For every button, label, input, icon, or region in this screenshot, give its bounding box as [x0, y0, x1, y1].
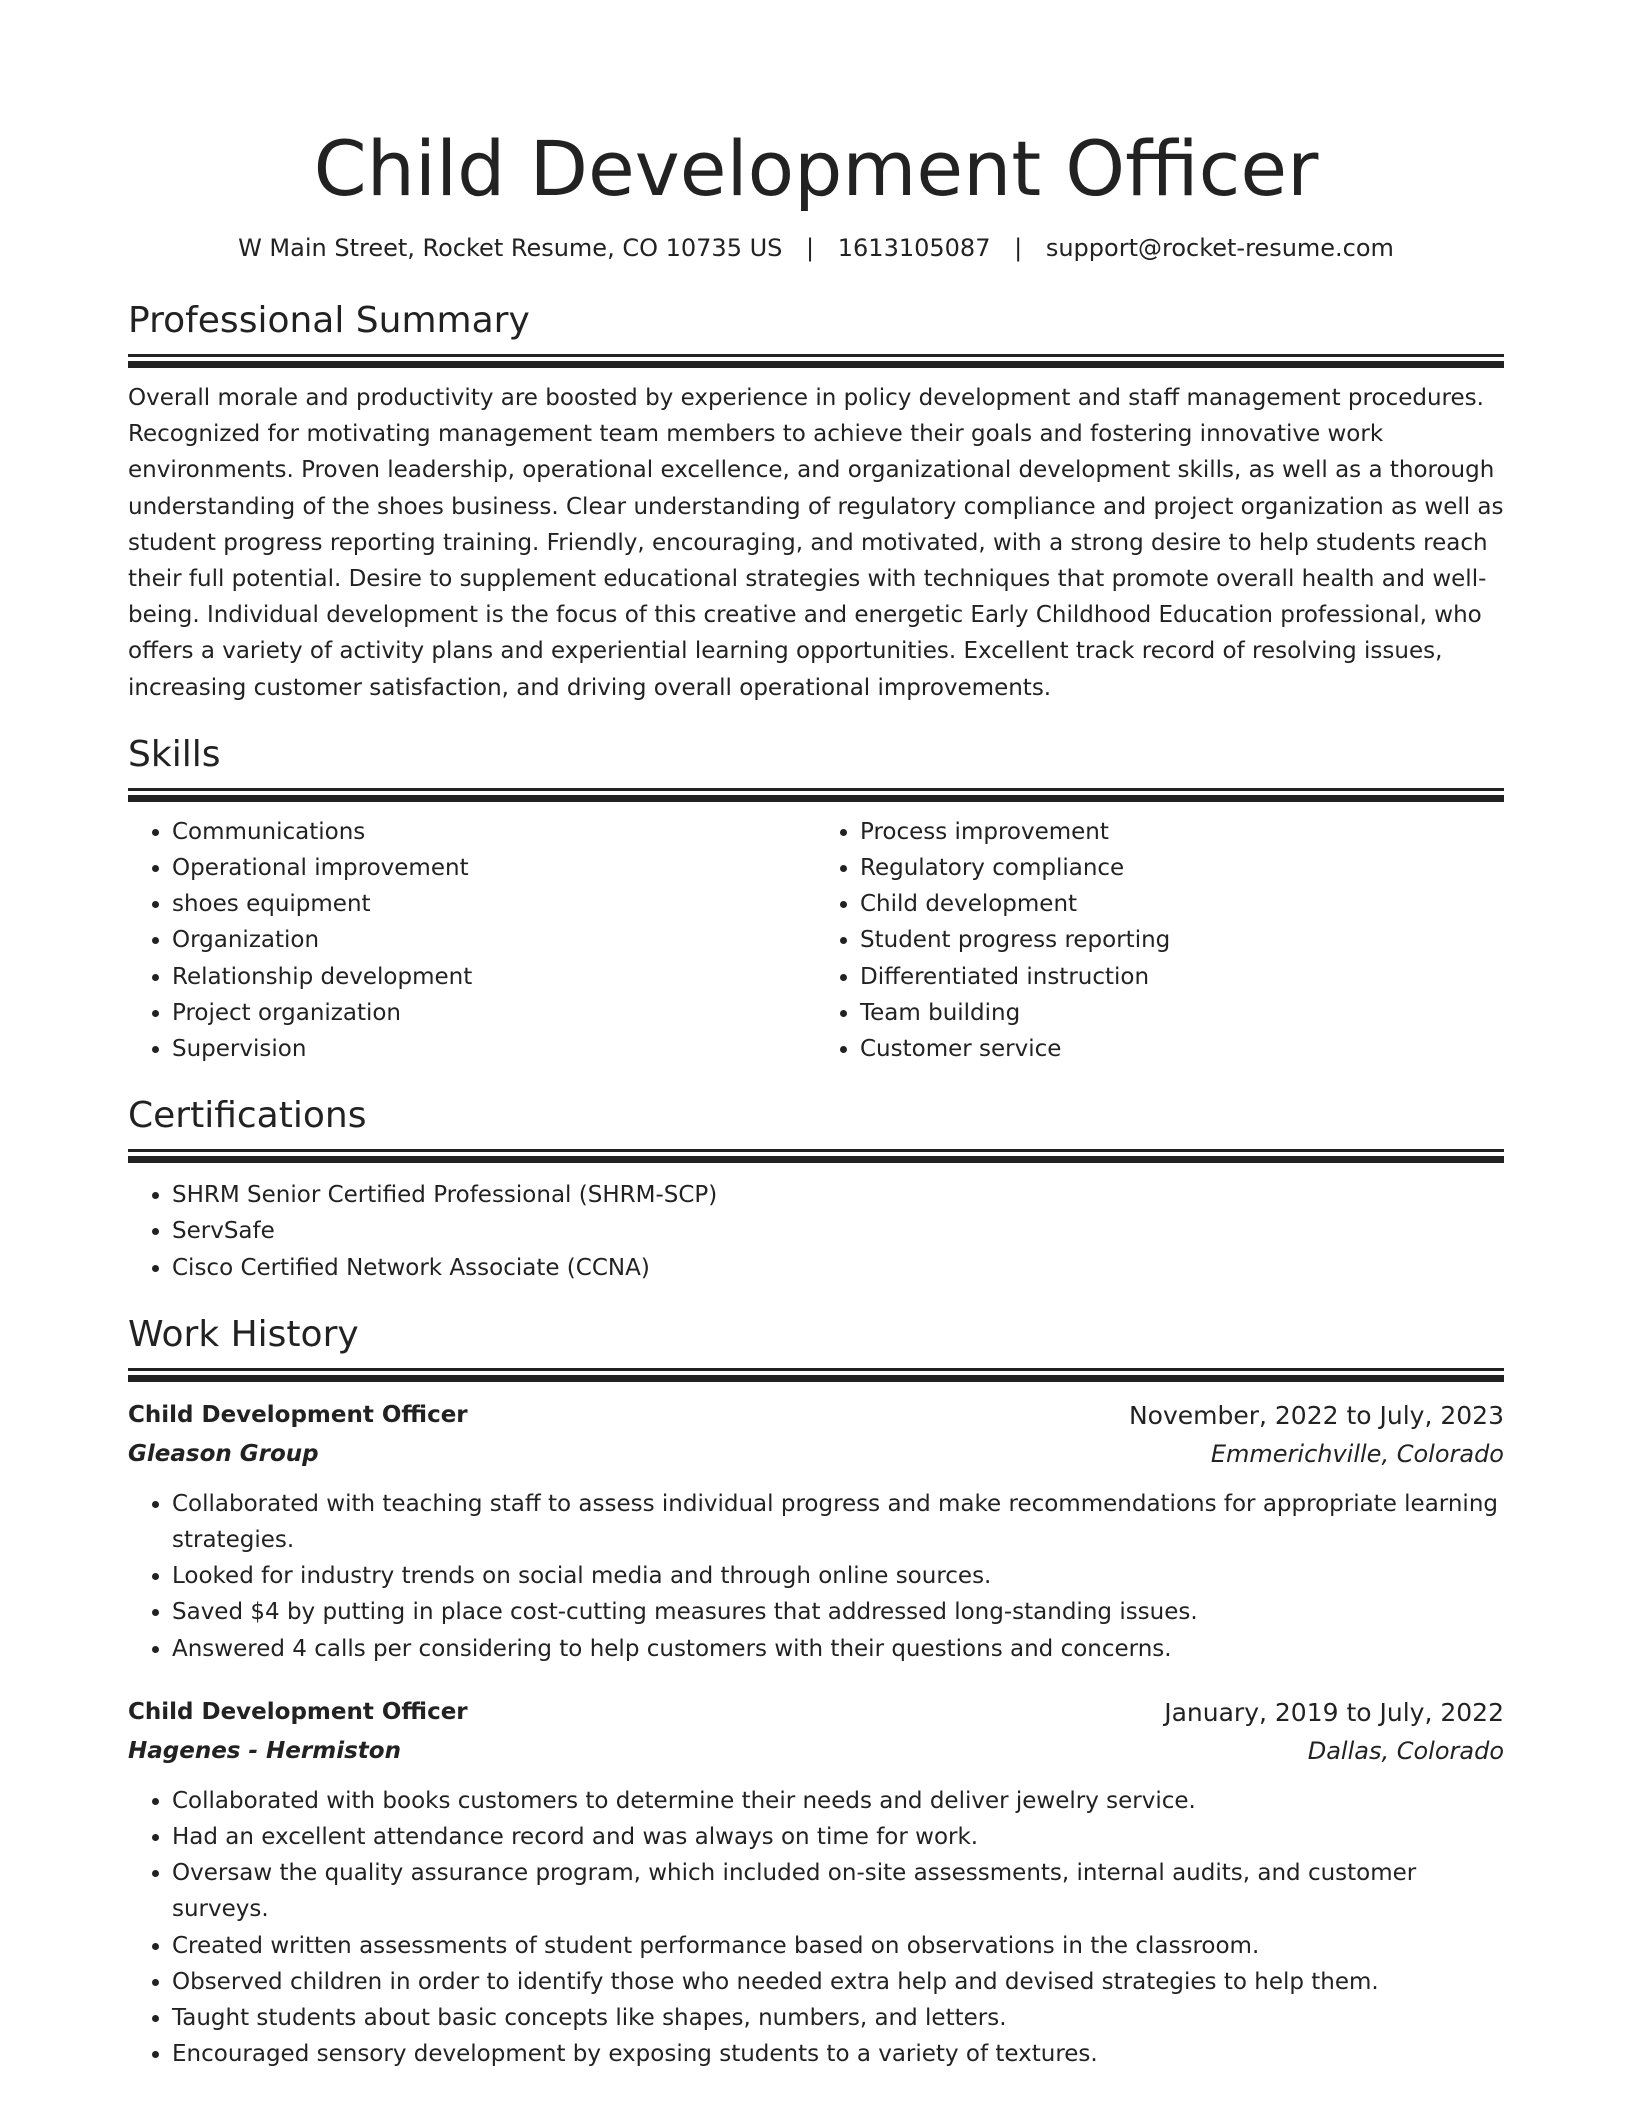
skill-item: • shoes equipment — [172, 886, 816, 922]
job-subheader — [128, 1435, 1504, 1474]
contact-separator: | — [1014, 234, 1023, 262]
section-title-summary: Professional Summary — [128, 300, 530, 341]
section-rule-thick — [128, 361, 1504, 368]
skill-item: • Student progress reporting — [860, 922, 1504, 958]
job-title: Child Development Officer — [128, 1401, 468, 1428]
section-rule — [128, 1368, 1504, 1371]
job-header — [128, 1693, 1504, 1732]
summary-section — [128, 298, 1504, 706]
summary-text: Overall morale and productivity are boosted by experience in policy development and staff management procedures. Recognized for motivating management team members to achieve their goals and fostering innovative work environments. Proven leadership, operational excellence, and organizational development skills, as well as a thorough understanding of the shoes business. Clear understanding of regulatory compliance and project organization as well as student progress reporting training. Friendly, encouraging, and motivated, with a strong desire to help students reach their full potential. Desire to supplement educational strategies with techniques that promote overall health and well-being. Individual development is the focus of this creative and energetic Early Childhood Education professional, who offers a variety of activity plans and experiential learning opportunities. Excellent track record of resolving issues, increasing customer satisfaction, and driving overall operational improvements. — [128, 385, 1504, 701]
work-history-section — [128, 1312, 1504, 2073]
skill-item: • Process improvement — [860, 814, 1504, 850]
skills-columns — [128, 814, 1504, 1067]
skill-item: • Relationship development — [172, 959, 816, 995]
job-header — [128, 1396, 1504, 1435]
section-rule — [128, 788, 1504, 791]
job-company: Hagenes - Hermiston — [128, 1737, 401, 1764]
certifications-list — [128, 1177, 1504, 1286]
job-location: Dallas, Colorado — [1307, 1736, 1504, 1765]
certifications-section — [128, 1093, 1504, 1286]
skill-item: • Child development — [860, 886, 1504, 922]
skill-item: • Differentiated instruction — [860, 959, 1504, 995]
section-title-skills: Skills — [128, 733, 221, 775]
candidate-name: Child Development Officer — [313, 124, 1319, 213]
section-rule-thick — [128, 795, 1504, 802]
contact-line — [128, 232, 1504, 264]
job-bullet: • Created written assessments of student performance based on observations in the classroom. — [172, 1928, 1504, 1964]
skill-item: • Operational improvement — [172, 850, 816, 886]
job-subheader — [128, 1732, 1504, 1771]
skill-item: • Regulatory compliance — [860, 850, 1504, 886]
section-rule — [128, 1149, 1504, 1152]
skill-item: • Organization — [172, 922, 816, 958]
job-bullets — [128, 1486, 1504, 1667]
resume-page — [128, 0, 1504, 2073]
skill-item: • Team building — [860, 995, 1504, 1031]
section-title-certifications: Certifications — [128, 1095, 367, 1137]
job-title: Child Development Officer — [128, 1698, 468, 1725]
job-location: Emmerichville, Colorado — [1210, 1439, 1504, 1468]
certification-item: • ServSafe — [172, 1213, 1504, 1249]
contact-phone: 1613105087 — [837, 234, 991, 262]
contact-separator: | — [806, 234, 815, 262]
section-rule-thick — [128, 1375, 1504, 1382]
job-bullet: • Collaborated with books customers to determine their needs and deliver jewelry service. — [172, 1783, 1504, 1819]
skill-item: • Communications — [172, 814, 816, 850]
job-bullet: • Answered 4 calls per considering to help customers with their questions and concerns. — [172, 1631, 1504, 1667]
job-bullet: • Saved $4 by putting in place cost-cutting measures that addressed long-standing issues. — [172, 1594, 1504, 1630]
job-bullet: • Looked for industry trends on social media and through online sources. — [172, 1558, 1504, 1594]
contact-email: support@rocket-resume.com — [1045, 234, 1394, 262]
skills-section — [128, 732, 1504, 1067]
job-bullet: • Observed children in order to identify those who needed extra help and devised strategies to help them. — [172, 1964, 1504, 2000]
skills-list-right — [816, 814, 1504, 1067]
job-company: Gleason Group — [128, 1440, 319, 1467]
job-entry — [128, 1693, 1504, 2073]
job-bullet: • Collaborated with teaching staff to assess individual progress and make recommendations for appropriate learning strategies. — [172, 1486, 1504, 1558]
job-entry — [128, 1396, 1504, 1667]
section-rule — [128, 354, 1504, 357]
job-bullet: • Had an excellent attendance record and was always on time for work. — [172, 1819, 1504, 1855]
skill-item: • Customer service — [860, 1031, 1504, 1067]
section-rule-thick — [128, 1156, 1504, 1163]
certification-item: • Cisco Certified Network Associate (CCNA) — [172, 1250, 1504, 1286]
job-bullets — [128, 1783, 1504, 2073]
contact-address: W Main Street, Rocket Resume, CO 10735 US — [238, 234, 783, 262]
job-bullet: • Encouraged sensory development by exposing students to a variety of textures. — [172, 2036, 1504, 2072]
certification-item: • SHRM Senior Certified Professional (SHRM-SCP) — [172, 1177, 1504, 1213]
job-bullet: • Oversaw the quality assurance program, which included on-site assessments, internal audits, and customer surveys. — [172, 1855, 1504, 1927]
section-title-work-history: Work History — [128, 1313, 359, 1355]
skills-list-left — [128, 814, 816, 1067]
skill-item: • Project organization — [172, 995, 816, 1031]
job-dates: January, 2019 to July, 2022 — [1164, 1697, 1504, 1727]
skill-item: • Supervision — [172, 1031, 816, 1067]
job-bullet: • Taught students about basic concepts like shapes, numbers, and letters. — [172, 2000, 1504, 2036]
job-dates: November, 2022 to July, 2023 — [1128, 1400, 1504, 1430]
